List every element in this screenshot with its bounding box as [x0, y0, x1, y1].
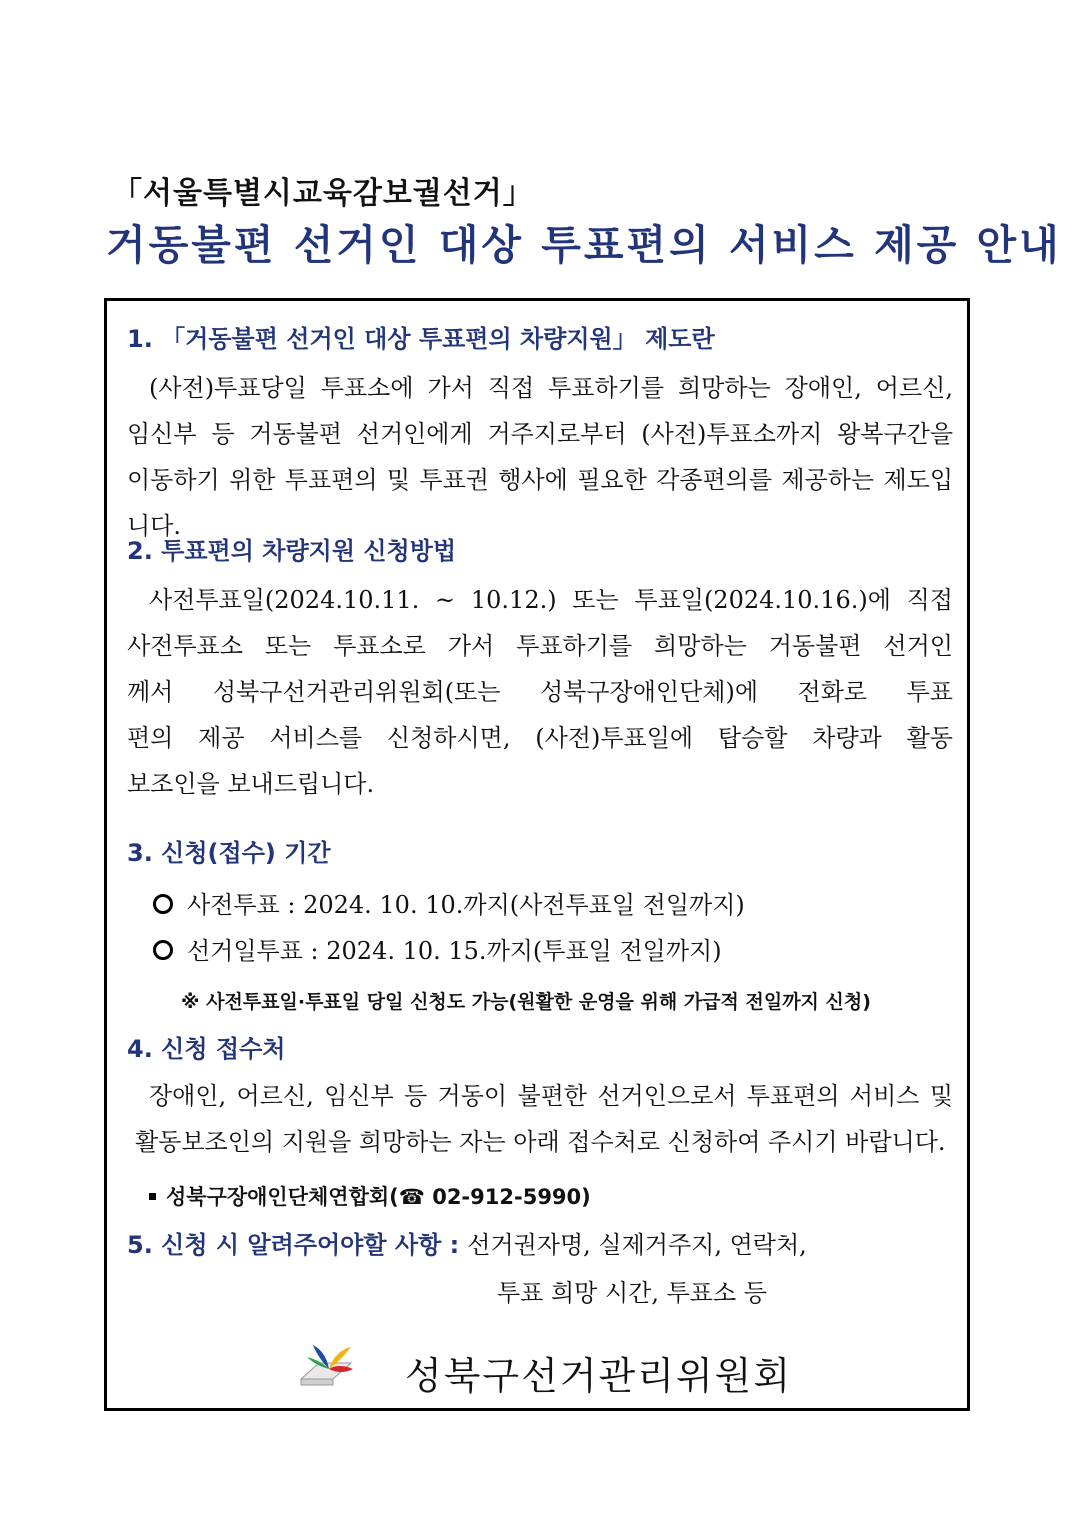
square-bullet-icon [149, 1193, 156, 1200]
circle-bullet-icon [153, 894, 173, 914]
organization-name: 성북구선거관리위원회 [405, 1354, 793, 1398]
section2-line: 사전투표일(2024.10.11. ~ 10.12.) 또는 투표일(2024.10.16.)에 직접 [149, 586, 953, 614]
period-item-election-day [153, 931, 722, 966]
section2-line: 편의 제공 서비스를 신청하시면, (사전)투표일에 탑승할 차량과 활동 [127, 724, 953, 752]
section2-line: 께서 성북구선거관리위원회(또는 성북구장애인단체)에 전화로 투표 [127, 678, 953, 706]
section2-title: 2. 투표편의 차량지원 신청방법 [127, 537, 457, 565]
election-commission-logo-icon [293, 1335, 357, 1389]
contact-text: 성북구장애인단체연합회(☎ 02-912-5990) [166, 1185, 591, 1209]
section1-line: (사전)투표당일 투표소에 가서 직접 투표하기를 희망하는 장애인, 어르신, [149, 374, 953, 402]
section3-title: 3. 신청(접수) 기간 [127, 839, 331, 867]
section4-body [127, 1073, 953, 1165]
section5-row [127, 1225, 807, 1260]
document-title: 거동불편 선거인 대상 투표편의 서비스 제공 안내 [106, 221, 1062, 269]
section1-line: 임신부 등 거동불편 선거인에게 거주지로부터 (사전)투표소까지 왕복구간을 [127, 420, 953, 448]
section2-body [127, 577, 953, 807]
section4-line: 장애인, 어르신, 임신부 등 거동이 불편한 선거인으로서 투표편의 서비스 및 [149, 1082, 953, 1110]
period-text: 선거일투표 : 2024. 10. 15.까지(투표일 전일까지) [187, 937, 722, 965]
section4-line: 활동보조인의 지원을 희망하는 자는 아래 접수처로 신청하여 주시기 바랍니다. [135, 1128, 946, 1156]
period-item-early-vote [153, 885, 745, 920]
same-day-note: ※ 사전투표일·투표일 당일 신청도 가능(원활한 운영을 위해 가급적 전일까지 신청) [181, 991, 871, 1013]
section5-values-line2: 투표 희망 시간, 투표소 등 [497, 1279, 767, 1307]
section1-title: 1. 「거동불편 선거인 대상 투표편의 차량지원」 제도란 [127, 325, 715, 353]
section2-line: 사전투표소 또는 투표소로 가서 투표하기를 희망하는 거동불편 선거인 [127, 632, 953, 660]
section5-values: 선거권자명, 실제거주지, 연락처, [467, 1231, 807, 1259]
period-text: 사전투표 : 2024. 10. 10.까지(사전투표일 전일까지) [187, 891, 745, 919]
circle-bullet-icon [153, 940, 173, 960]
section2-line: 보조인을 보내드립니다. [127, 770, 375, 798]
contact-info [149, 1181, 591, 1211]
content-box [104, 298, 970, 1411]
section5-title: 5. 신청 시 알려주어야할 사항 : [127, 1231, 460, 1259]
section4-title: 4. 신청 접수처 [127, 1035, 286, 1063]
section1-body [127, 365, 953, 549]
document-subtitle: 「서울특별시교육감보궐선거」 [112, 176, 534, 211]
section1-line: 이동하기 위한 투표편의 및 투표권 행사에 필요한 각종편의를 제공하는 제도입니다. [127, 466, 953, 540]
